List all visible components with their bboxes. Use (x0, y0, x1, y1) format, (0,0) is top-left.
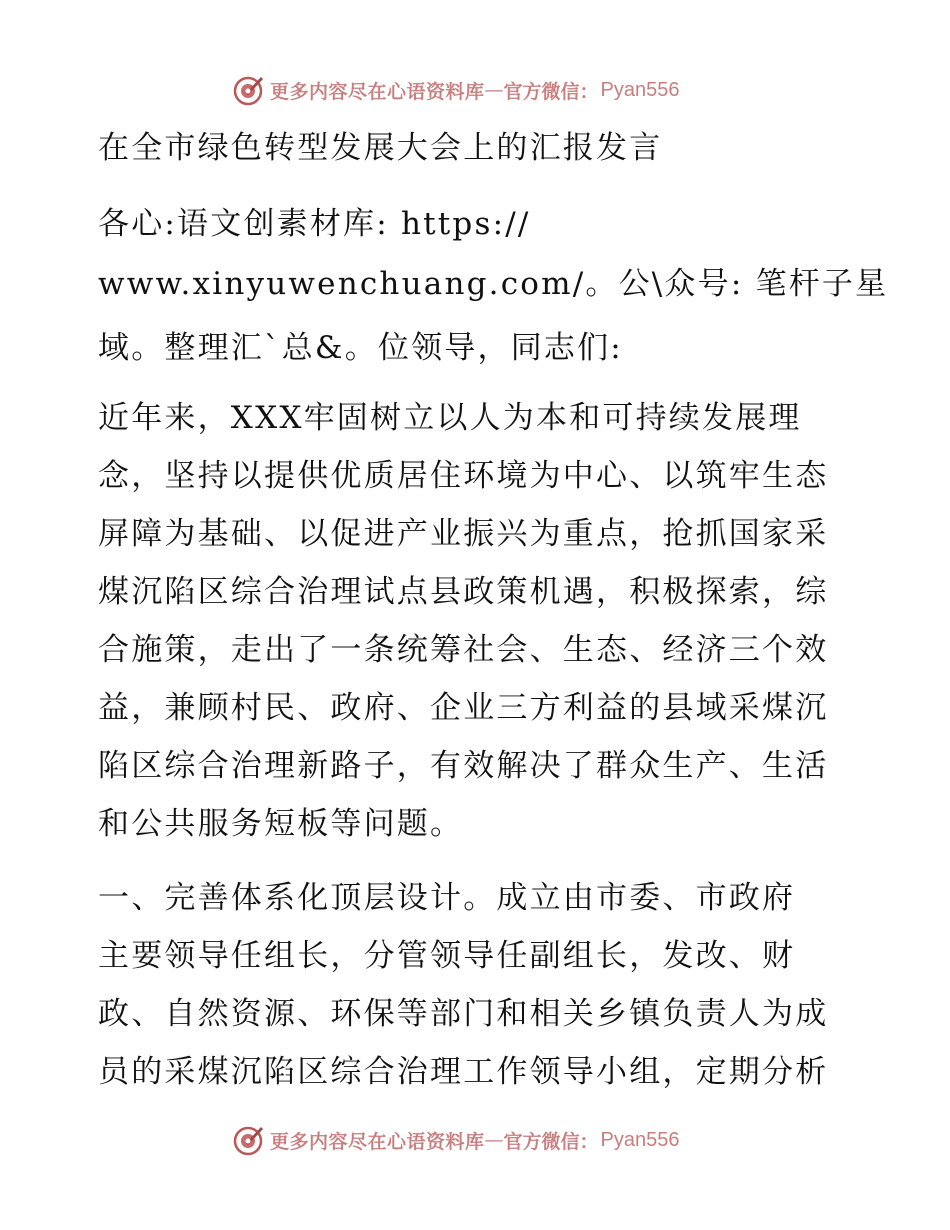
text-line: 域。整理汇`总&。位领导，同志们: (98, 330, 623, 366)
text-line: 煤沉陷区综合治理试点县政策机遇，积极探索，综 (98, 574, 829, 610)
banner-text: 更多内容尽在心语资料库 (270, 1130, 485, 1153)
text-line: 合施策，走出了一条统筹社会、生态、经济三个效 (98, 632, 829, 668)
text-line: 念，坚持以提供优质居住环境为中心、以筑牢生态 (98, 458, 829, 494)
document-title: 在全市绿色转型发展大会上的汇报发言 (98, 130, 663, 166)
text-line: 近年来，XXX牢固树立以人为本和可持续发展理 (98, 400, 802, 436)
text-line: 屏障为基础、以促进产业振兴为重点，抢抓国家采 (98, 516, 829, 552)
text-line: 益，兼顾村民、政府、企业三方利益的县域采煤沉 (98, 690, 829, 726)
banner-wechat-label: 官方微信： (503, 1130, 599, 1153)
banner-separator: — (484, 79, 504, 101)
text-line: 一、完善体系化顶层设计。成立由市委、市政府 (98, 880, 796, 916)
text-line: www.xinyuwenchuang.com/。公\众号: 笔杆子星 (98, 266, 889, 302)
banner-wechat-id: Pyan556 (600, 1128, 680, 1151)
banner-separator: — (484, 1129, 504, 1151)
document-body (98, 122, 889, 1094)
text-line: 员的采煤沉陷区综合治理工作领导小组，定期分析 (98, 1054, 829, 1090)
text-line: 和公共服务短板等问题。 (98, 806, 464, 842)
footer-banner (232, 1122, 680, 1158)
banner-text: 更多内容尽在心语资料库 (270, 80, 485, 103)
banner-wechat-label: 官方微信： (503, 80, 599, 103)
text-line: 各心:语文创素材库: https:// (98, 206, 531, 242)
banner-wechat-id: Pyan556 (600, 78, 680, 101)
text-line: 政、自然资源、环保等部门和相关乡镇负责人为成 (98, 996, 829, 1032)
pen-logo-icon (232, 1123, 266, 1157)
text-line: 主要领导任组长，分管领导任副组长，发改、财 (98, 938, 796, 974)
text-line: 陷区综合治理新路子，有效解决了群众生产、生活 (98, 748, 829, 784)
header-banner (232, 72, 680, 108)
pen-logo-icon (232, 73, 266, 107)
